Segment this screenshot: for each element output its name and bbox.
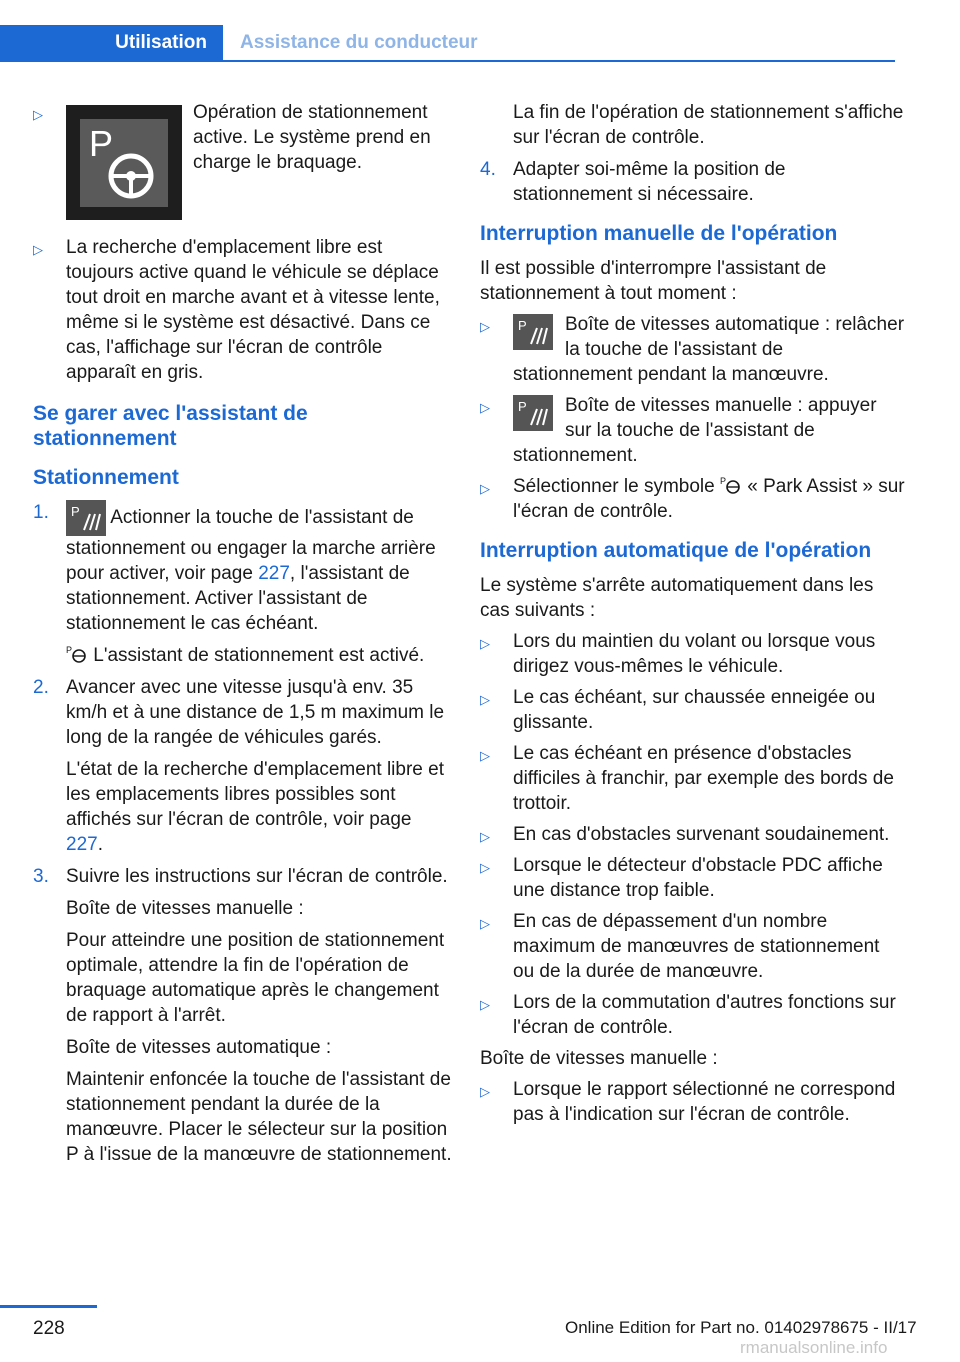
bullet-marker: ▷ bbox=[480, 319, 490, 334]
bullet-marker: ▷ bbox=[480, 481, 490, 496]
section-heading: Se garer avec l'assistant de stationnement bbox=[33, 402, 308, 450]
svg-text:P: P bbox=[720, 476, 727, 486]
bullet-text: La recherche d'emplacement libre est toujours active quand le véhicule se déplace tout droit en marche avant et à vitesse lente, même si le système est désactivé. Dans ce cas, l'affichage sur l'écran de contrôle apparaît en gris. bbox=[66, 237, 440, 383]
subsection-heading: Interruption manuelle de l'opération bbox=[480, 222, 838, 245]
bullet-text: Lorsque le détecteur d'obstacle PDC affiche une distance trop faible. bbox=[513, 855, 883, 901]
bullet-marker: ▷ bbox=[480, 860, 490, 875]
list-item bbox=[33, 864, 453, 1167]
step-detail: Pour atteindre une position de stationnement optimale, attendre la fin de l'opération de braquage automatique après le changement de rapport à l'arrêt. bbox=[66, 930, 445, 1026]
step-detail: Boîte de vitesses manuelle : bbox=[66, 898, 304, 919]
bullet-marker: ▷ bbox=[480, 997, 490, 1012]
bullet-text: En cas de dépassement d'un nombre maximum de manœuvres de stationnement ou de la durée de manœuvre. bbox=[513, 911, 880, 982]
list-item bbox=[33, 100, 453, 225]
step-note bbox=[66, 643, 453, 668]
bullet-text: Opération de stationnement active. Le système prend en charge le braquage. bbox=[193, 102, 431, 173]
page-link[interactable]: 227 bbox=[258, 563, 290, 584]
park-assist-button-icon bbox=[66, 500, 106, 536]
list-item bbox=[480, 393, 905, 468]
step-detail bbox=[66, 757, 453, 857]
list-item bbox=[480, 1077, 905, 1127]
bullet-text: Lorsque le rapport sélectionné ne correspond pas à l'indication sur l'écran de contrôle. bbox=[513, 1079, 896, 1125]
page-header bbox=[0, 0, 895, 62]
bullet-text: Boîte de vitesses manuelle : appuyer sur la touche de l'assistant de stationnement. bbox=[513, 395, 877, 466]
step-detail-text: L'état de la recherche d'emplacement libre et les emplacements libres possibles sont affichés sur l'écran de contrôle, voir page bbox=[66, 759, 444, 830]
step-number: 4. bbox=[480, 159, 496, 180]
bullet-text: « Park Assist » sur l'écran de contrôle. bbox=[513, 476, 905, 522]
footer-rule bbox=[0, 1305, 97, 1308]
step-text: , l'assistant de stationnement. Activer l'assistant de stationnement le cas échéant. bbox=[66, 563, 410, 634]
bullet-marker: ▷ bbox=[480, 916, 490, 931]
step-detail: Boîte de vitesses automatique : bbox=[66, 1037, 332, 1058]
list-item bbox=[480, 822, 905, 847]
park-assist-symbol-icon bbox=[66, 644, 88, 664]
svg-text:P: P bbox=[66, 645, 73, 655]
right-column bbox=[480, 100, 905, 1133]
svg-text:P: P bbox=[89, 122, 114, 164]
paragraph: Le système s'arrête automatiquement dans les cas suivants : bbox=[480, 575, 874, 621]
bullet-text: Lors de la commutation d'autres fonctions sur l'écran de contrôle. bbox=[513, 992, 896, 1038]
step-text: Avancer avec une vitesse jusqu'à env. 35 km/h et à une distance de 1,5 m maximum le long de la rangée de véhicules garés. bbox=[66, 677, 445, 748]
bullet-marker: ▷ bbox=[480, 400, 490, 415]
paragraph: Il est possible d'interrompre l'assistant de stationnement à tout moment : bbox=[480, 258, 827, 304]
park-assist-symbol-icon bbox=[720, 475, 742, 495]
edition-text: Online Edition for Part no. 01402978675 - II/17 bbox=[565, 1318, 917, 1337]
step-text: La fin de l'opération de stationnement s'affiche sur l'écran de contrôle. bbox=[513, 102, 904, 148]
subsection-heading: Stationnement bbox=[33, 466, 179, 489]
list-item bbox=[480, 629, 905, 679]
subsection-heading: Interruption automatique de l'opération bbox=[480, 539, 872, 562]
svg-text:P: P bbox=[518, 318, 527, 333]
page-link[interactable]: 227 bbox=[66, 834, 98, 855]
park-assist-active-icon bbox=[66, 105, 182, 220]
bullet-text: Le cas échéant en présence d'obstacles difficiles à franchir, par exemple des bords de trottoir. bbox=[513, 743, 894, 814]
list-item bbox=[480, 990, 905, 1040]
step-number: 2. bbox=[33, 677, 49, 698]
svg-text:P: P bbox=[518, 399, 527, 414]
header-rule bbox=[0, 60, 895, 62]
bullet-text: Sélectionner le symbole bbox=[513, 476, 720, 497]
list-item bbox=[480, 741, 905, 816]
bullet-text: En cas d'obstacles survenant soudainement. bbox=[513, 824, 890, 845]
bullet-text: Boîte de vitesses automatique : relâcher la touche de l'assistant de stationnement pendant la manœuvre. bbox=[513, 314, 905, 385]
bullet-marker: ▷ bbox=[480, 692, 490, 707]
tab-assistance-du-conducteur[interactable]: Assistance du conducteur bbox=[240, 31, 478, 53]
bullet-marker: ▷ bbox=[33, 107, 43, 122]
step-number: 3. bbox=[33, 866, 49, 887]
bullet-text: Le cas échéant, sur chaussée enneigée ou glissante. bbox=[513, 687, 876, 733]
list-item bbox=[33, 500, 453, 668]
tab-utilisation[interactable]: Utilisation bbox=[0, 25, 223, 60]
step-number: 1. bbox=[33, 502, 49, 523]
bullet-marker: ▷ bbox=[33, 242, 43, 257]
step-note-text: L'assistant de stationnement est activé. bbox=[93, 645, 425, 666]
step-detail: Maintenir enfoncée la touche de l'assistant de stationnement pendant la durée de la manœuvre. Placer le sélecteur sur la position P à l'issue de la manœuvre de stationnement. bbox=[66, 1069, 452, 1165]
list-item bbox=[480, 909, 905, 984]
left-column bbox=[33, 100, 453, 1174]
list-item bbox=[33, 235, 453, 385]
step-text: Suivre les instructions sur l'écran de contrôle. bbox=[66, 866, 448, 887]
list-item-continued bbox=[480, 100, 905, 150]
bullet-text: Lors du maintien du volant ou lorsque vous dirigez vous-mêmes le véhicule. bbox=[513, 631, 876, 677]
list-item bbox=[480, 157, 905, 207]
park-assist-button-icon bbox=[513, 395, 553, 431]
bullet-marker: ▷ bbox=[480, 829, 490, 844]
page-number: 228 bbox=[33, 1318, 65, 1339]
list-item bbox=[480, 853, 905, 903]
list-item bbox=[480, 474, 905, 524]
step-text: Adapter soi-même la position de stationnement si nécessaire. bbox=[513, 159, 786, 205]
paragraph: Boîte de vitesses manuelle : bbox=[480, 1048, 718, 1069]
bullet-marker: ▷ bbox=[480, 748, 490, 763]
park-assist-button-icon bbox=[513, 314, 553, 350]
list-item bbox=[480, 312, 905, 387]
step-detail-text: . bbox=[97, 834, 103, 855]
bullet-marker: ▷ bbox=[480, 636, 490, 651]
bullet-marker: ▷ bbox=[480, 1084, 490, 1099]
list-item bbox=[33, 675, 453, 857]
watermark: rmanualsonline.info bbox=[740, 1338, 888, 1357]
list-item bbox=[480, 685, 905, 735]
svg-text:P: P bbox=[71, 504, 80, 519]
step-text: Actionner la touche de l'assistant de stationnement ou engager la marche arrière pour activer, voir page bbox=[66, 507, 436, 584]
